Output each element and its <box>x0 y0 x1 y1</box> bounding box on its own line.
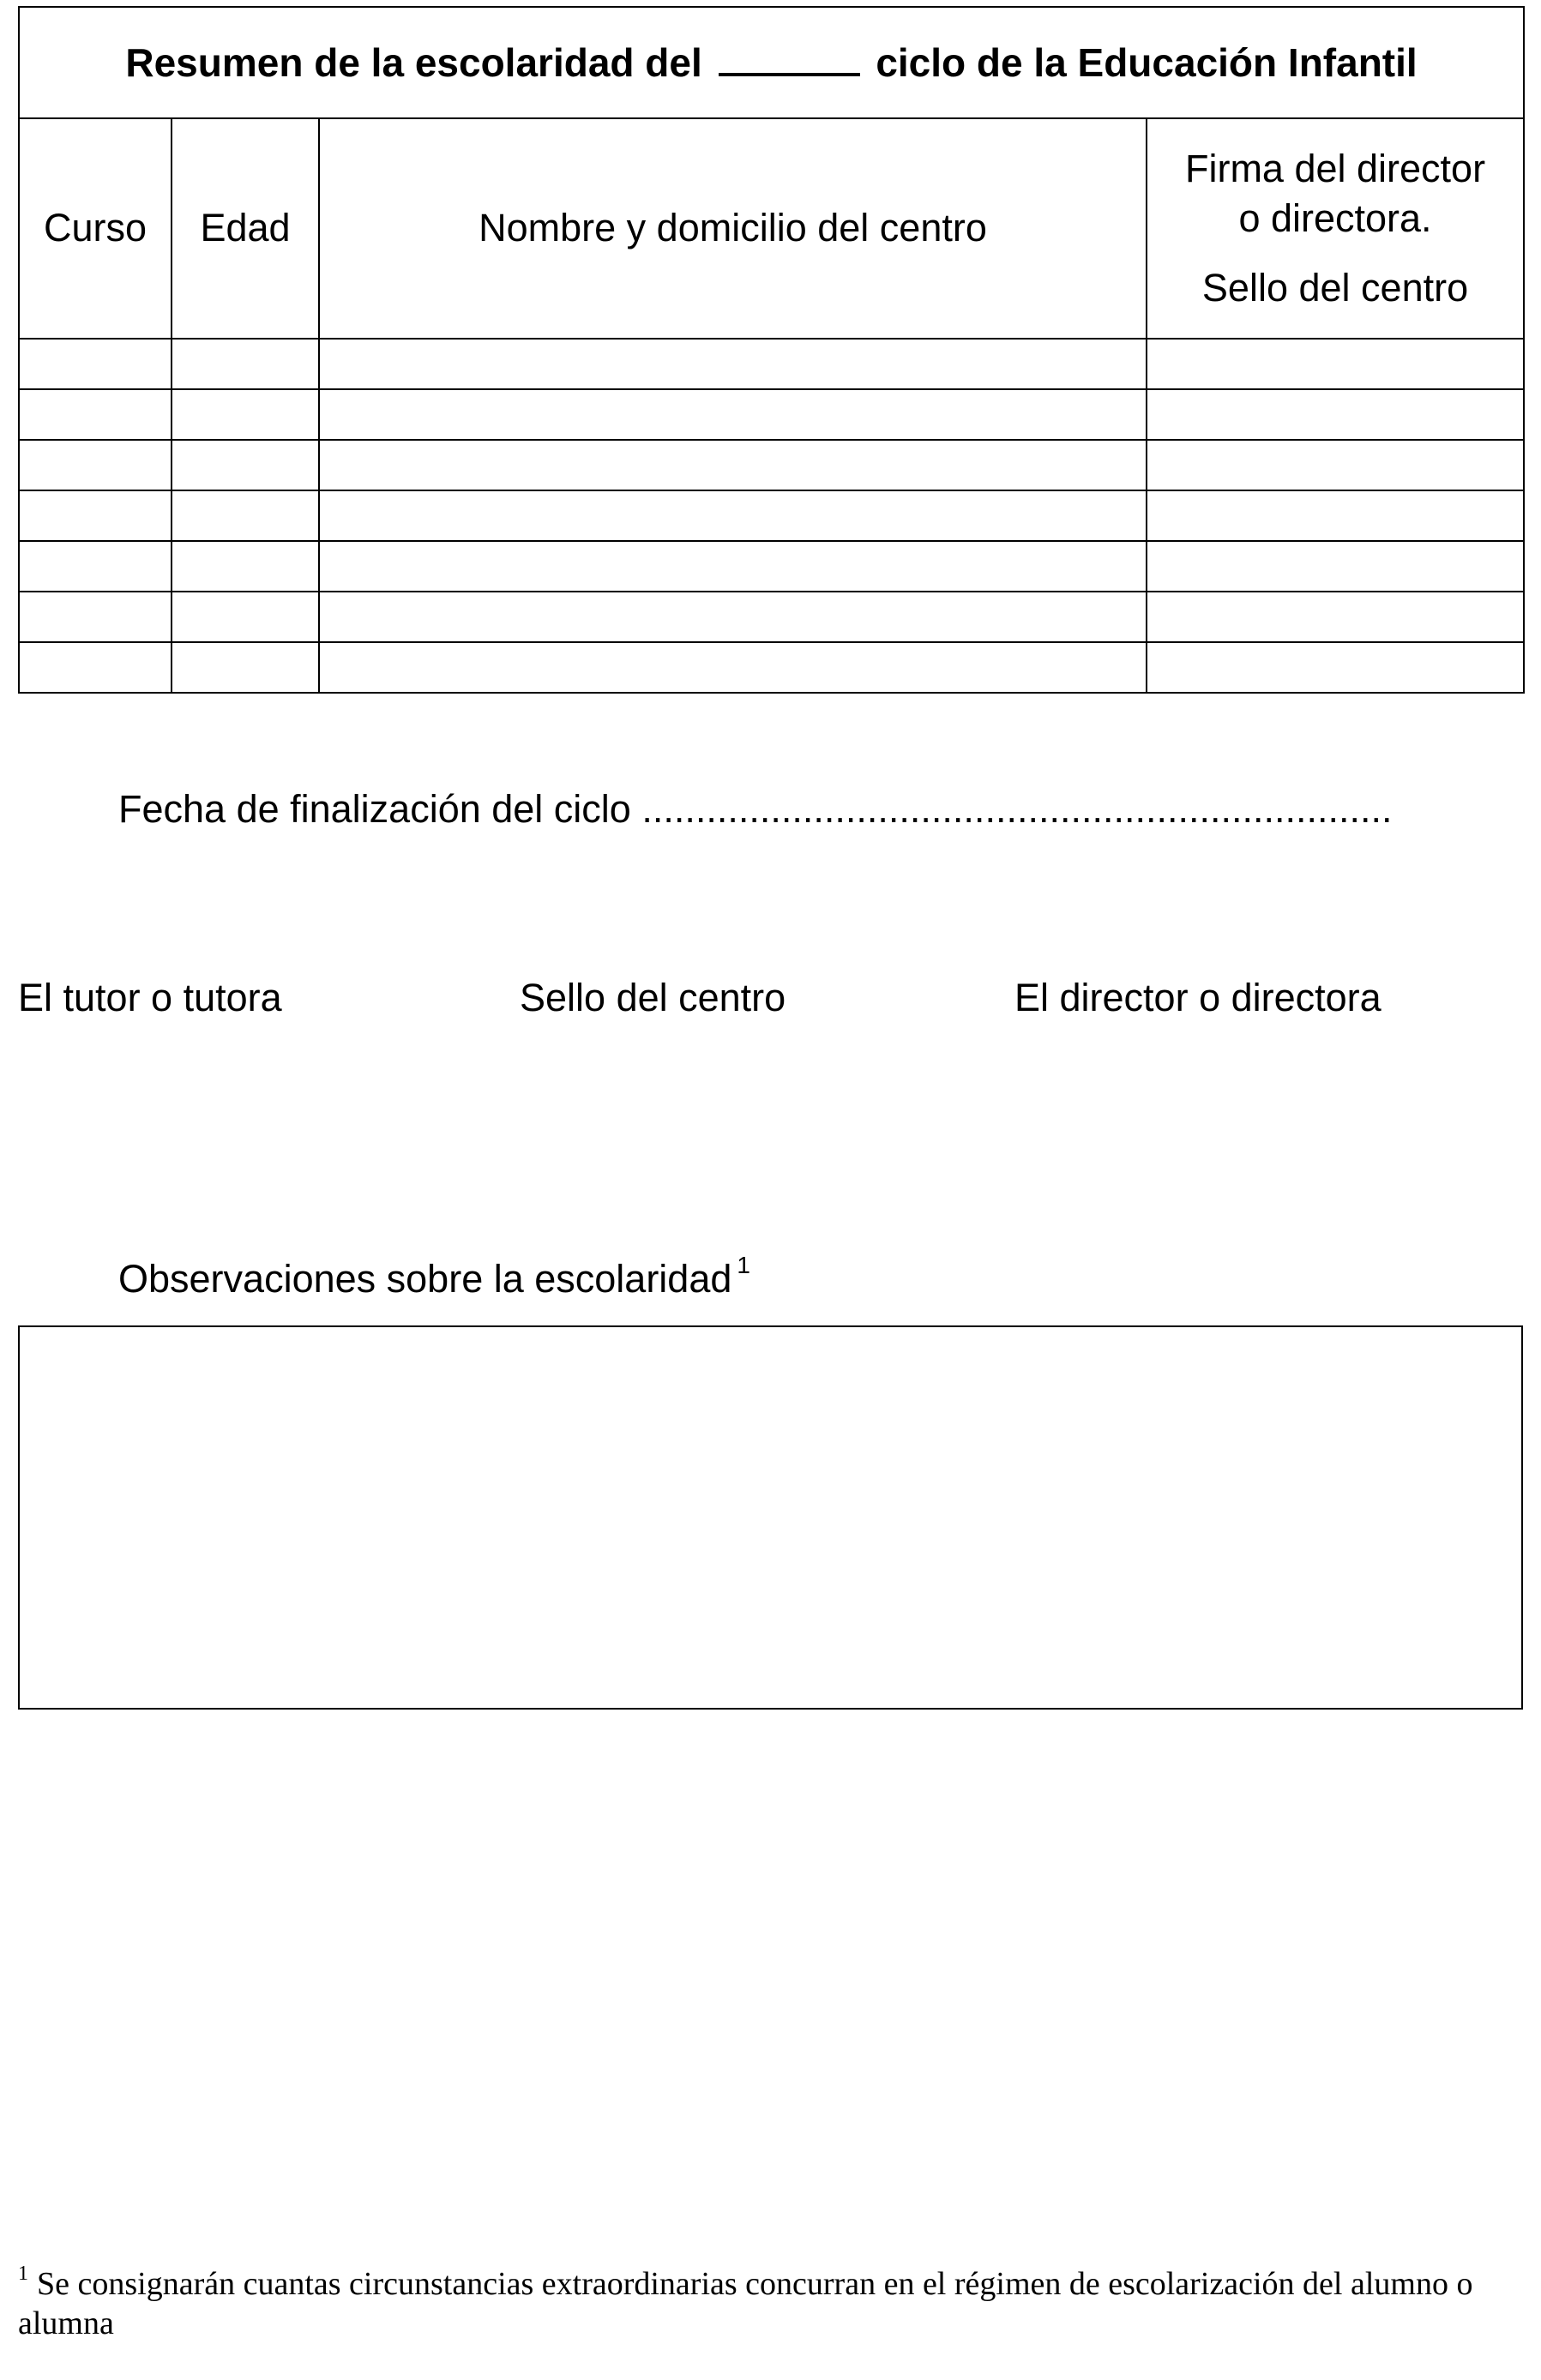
curso-cell[interactable] <box>19 642 172 693</box>
curso-cell[interactable] <box>19 592 172 642</box>
table-title-prefix: Resumen de la escolaridad del <box>125 40 702 85</box>
header-firma <box>1147 118 1524 339</box>
table-header-row <box>19 118 1524 339</box>
table-title-suffix: ciclo de la Educación Infantil <box>876 40 1418 85</box>
firma-cell[interactable] <box>1147 490 1524 541</box>
schooling-summary-table <box>18 6 1525 694</box>
centro-cell[interactable] <box>319 541 1147 592</box>
firma-cell[interactable] <box>1147 440 1524 490</box>
centro-cell[interactable] <box>319 389 1147 440</box>
director-signature-label: El director o directora <box>1014 976 1381 1019</box>
completion-date-line[interactable] <box>118 787 1393 832</box>
edad-cell[interactable] <box>172 490 319 541</box>
header-edad: Edad <box>172 118 319 339</box>
stamp-label: Sello del centro <box>520 976 786 1019</box>
header-curso: Curso <box>19 118 172 339</box>
centro-cell[interactable] <box>319 642 1147 693</box>
table-row <box>19 389 1524 440</box>
firma-cell[interactable] <box>1147 389 1524 440</box>
curso-cell[interactable] <box>19 541 172 592</box>
curso-cell[interactable] <box>19 490 172 541</box>
header-firma-line3: Sello del centro <box>1201 265 1469 310</box>
observations-heading <box>118 1252 750 1301</box>
centro-cell[interactable] <box>319 592 1147 642</box>
observations-footnote-mark: 1 <box>737 1252 750 1278</box>
centro-cell[interactable] <box>319 339 1147 389</box>
curso-cell[interactable] <box>19 389 172 440</box>
completion-date-dots: ...................................................................... <box>641 787 1393 831</box>
curso-cell[interactable] <box>19 440 172 490</box>
firma-cell[interactable] <box>1147 339 1524 389</box>
tutor-signature-label: El tutor o tutora <box>18 976 282 1019</box>
footnote-mark: 1 <box>18 2263 28 2285</box>
cycle-blank-field[interactable] <box>719 44 860 76</box>
edad-cell[interactable] <box>172 440 319 490</box>
curso-cell[interactable] <box>19 339 172 389</box>
centro-cell[interactable] <box>319 440 1147 490</box>
observations-label: Observaciones sobre la escolaridad <box>118 1257 732 1301</box>
firma-cell[interactable] <box>1147 541 1524 592</box>
edad-cell[interactable] <box>172 592 319 642</box>
table-row <box>19 592 1524 642</box>
table-title-row <box>19 7 1524 118</box>
observations-box[interactable] <box>18 1325 1523 1710</box>
table-row <box>19 541 1524 592</box>
header-firma-line2: o directora. <box>1238 196 1432 241</box>
table-row <box>19 339 1524 389</box>
footnote <box>18 2265 1510 2343</box>
footnote-text: Se consignarán cuantas circunstancias extraordinarias concurran en el régimen de escolarización del alumno o alumna <box>18 2266 1473 2341</box>
firma-cell[interactable] <box>1147 592 1524 642</box>
edad-cell[interactable] <box>172 642 319 693</box>
edad-cell[interactable] <box>172 541 319 592</box>
table-row <box>19 642 1524 693</box>
edad-cell[interactable] <box>172 339 319 389</box>
table-row <box>19 440 1524 490</box>
header-firma-line1: Firma del director <box>1184 146 1486 190</box>
completion-date-label: Fecha de finalización del ciclo <box>118 787 631 831</box>
centro-cell[interactable] <box>319 490 1147 541</box>
table-title <box>19 7 1524 118</box>
table-row <box>19 490 1524 541</box>
edad-cell[interactable] <box>172 389 319 440</box>
firma-cell[interactable] <box>1147 642 1524 693</box>
header-centro: Nombre y domicilio del centro <box>319 118 1147 339</box>
